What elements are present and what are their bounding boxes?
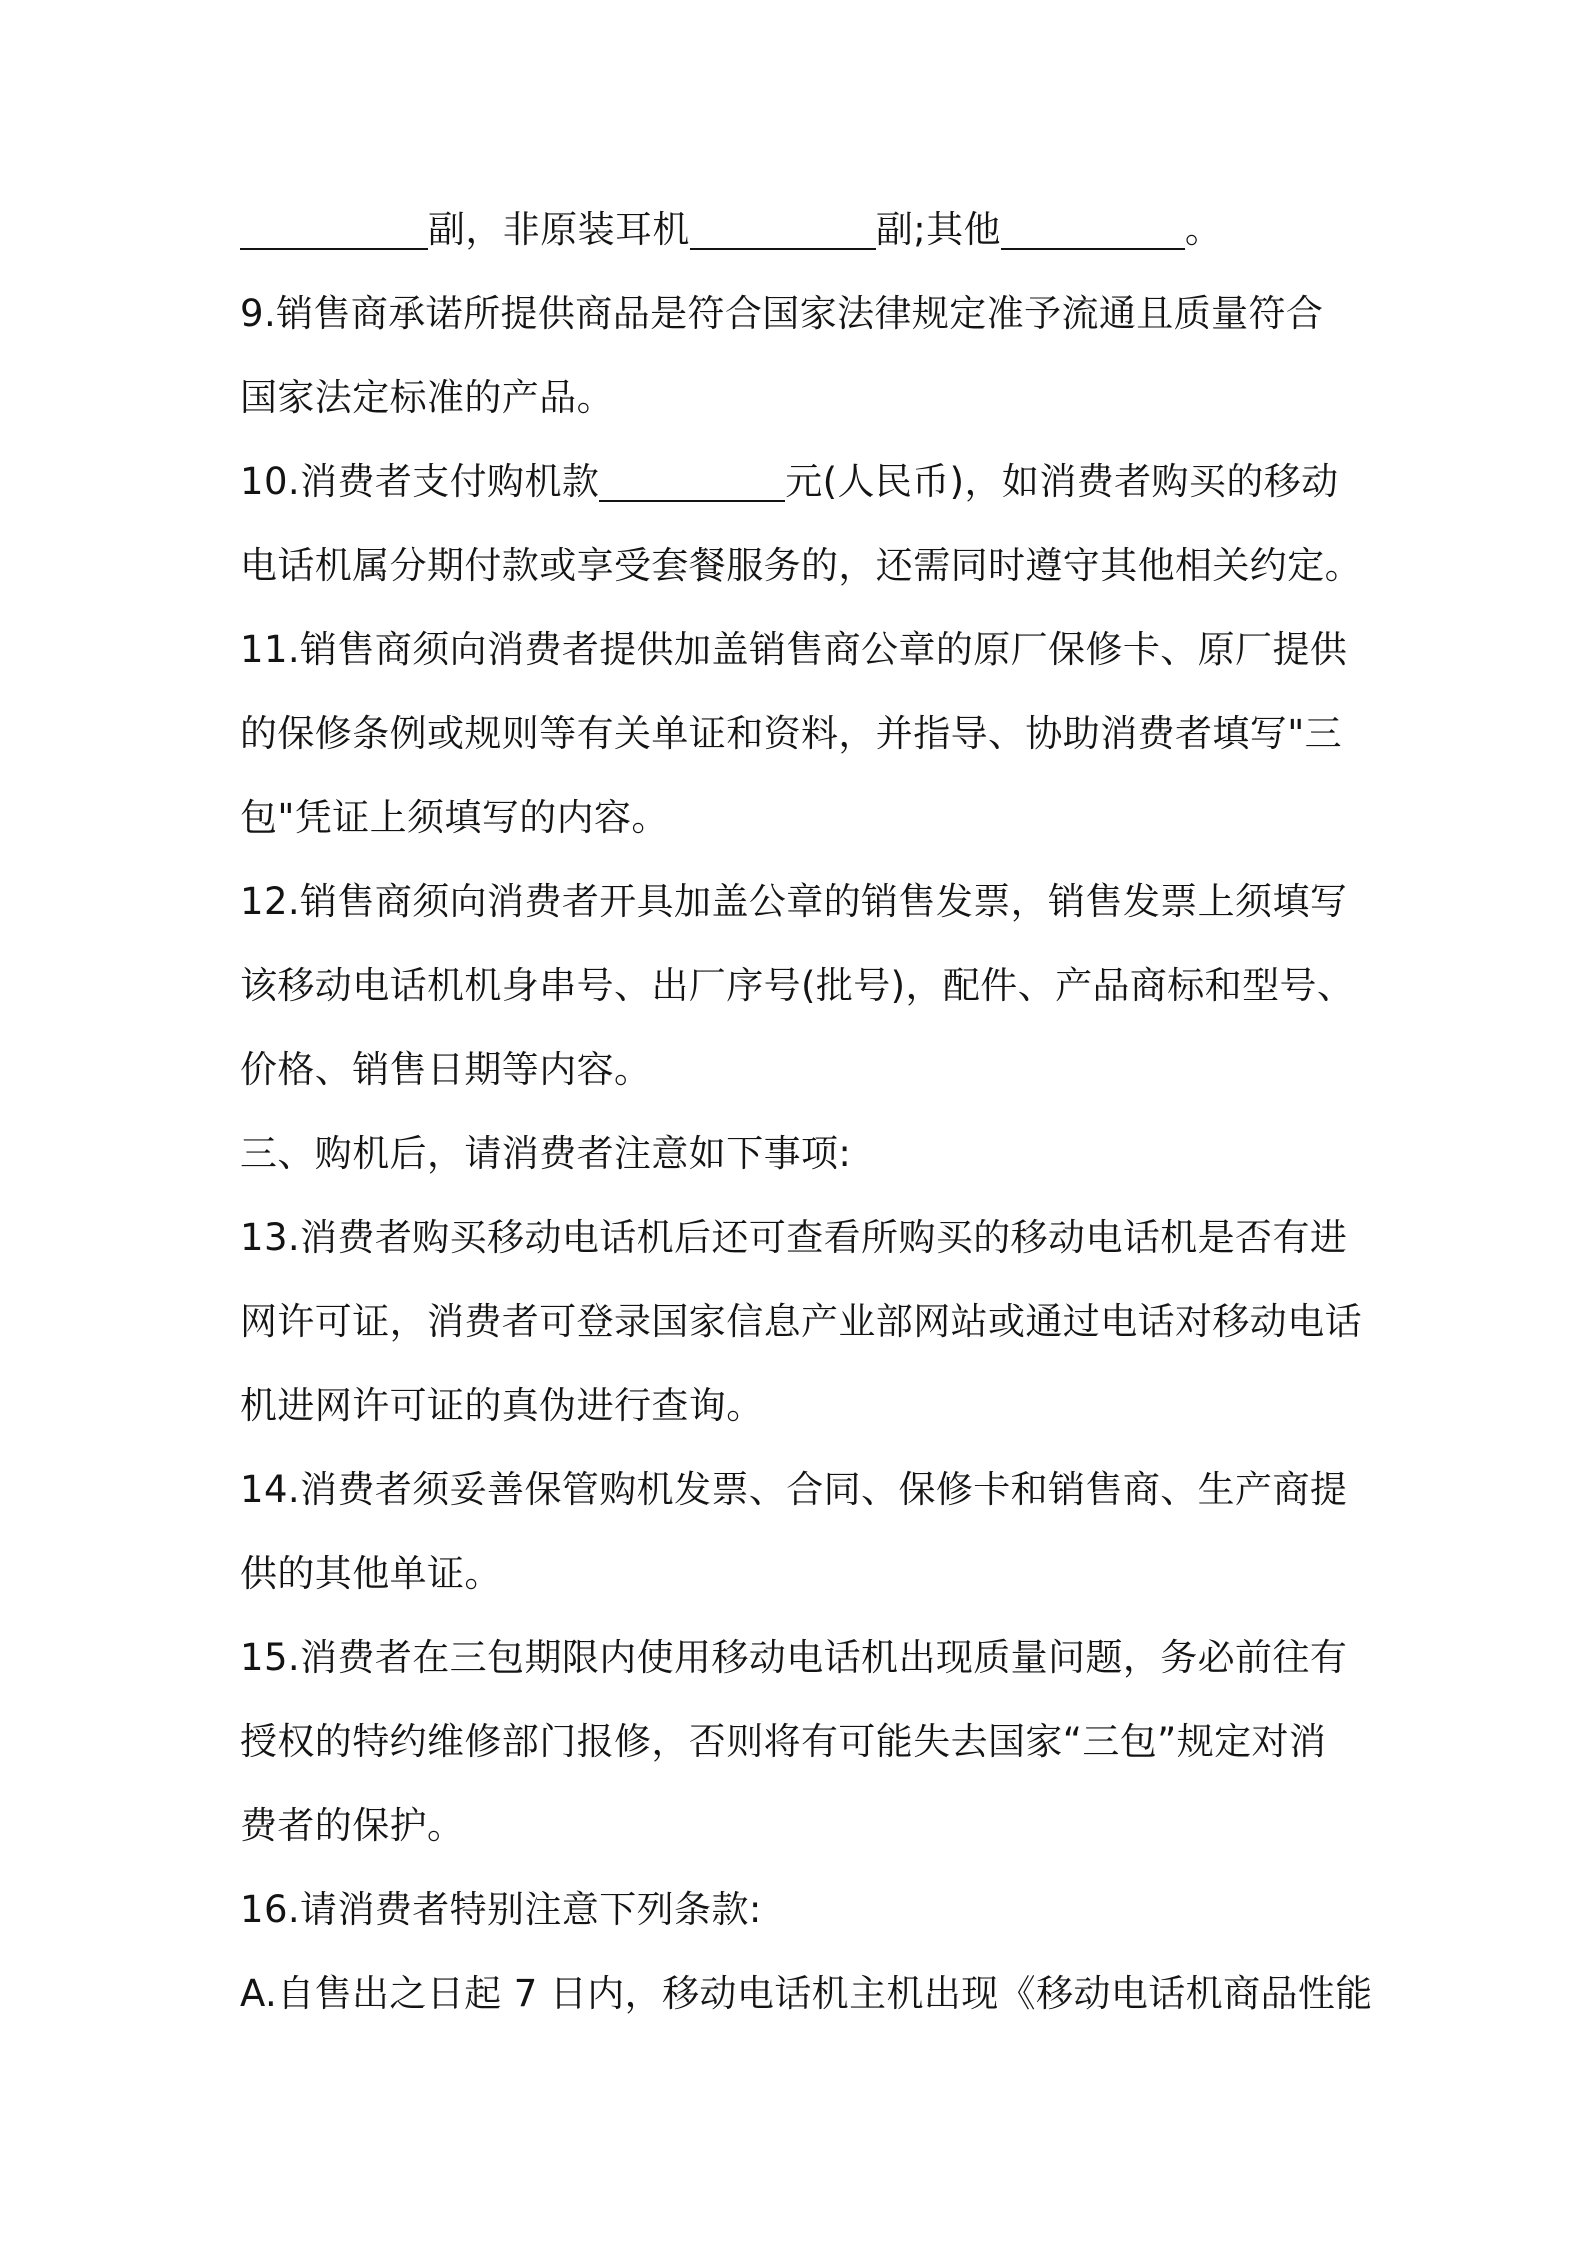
clause-10-text-1: 10.消费者支付购机款	[240, 460, 600, 503]
clause-12-line-2: 该移动电话机机身串号、出厂序号(批号)，配件、产品商标和型号、	[240, 964, 1355, 1007]
accessory-text-2: 副;其他	[875, 208, 1001, 251]
clause-16a-line-1: A.自售出之日起 7 日内，移动电话机主机出现《移动电话机商品性能	[240, 1972, 1373, 2015]
clause-15-line-2: 授权的特约维修部门报修，否则将有可能失去国家“三包”规定对消	[240, 1720, 1327, 1763]
accessory-text-3: 。	[1184, 208, 1223, 251]
clause-11-line-3: 包"凭证上须填写的内容。	[240, 796, 669, 839]
accessory-quantity-line	[240, 198, 1350, 282]
clause-16-line-1: 16.请消费者特别注意下列条款:	[240, 1888, 762, 1931]
clause-15-line-3: 费者的保护。	[240, 1804, 465, 1847]
other-accessory-blank	[1001, 208, 1185, 250]
clause-15-line-1: 15.消费者在三包期限内使用移动电话机出现质量问题，务必前往有	[240, 1636, 1348, 1679]
clause-10-line-2: 电话机属分期付款或享受套餐服务的，还需同时遵守其他相关约定。	[240, 544, 1362, 587]
clause-9-line-2: 国家法定标准的产品。	[240, 376, 614, 419]
clause-13-line-3: 机进网许可证的真伪进行查询。	[240, 1384, 764, 1427]
original-earphone-quantity-blank	[240, 208, 428, 250]
clause-10-text-2: 元(人民币)，如消费者购买的移动	[785, 460, 1339, 503]
clause-14-line-1: 14.消费者须妥善保管购机发票、合同、保修卡和销售商、生产商提	[240, 1468, 1348, 1511]
clause-10-line-1	[240, 450, 1350, 534]
clause-9-line-1: 9.销售商承诺所提供商品是符合国家法律规定准予流通且质量符合	[240, 292, 1324, 335]
clause-14-line-2: 供的其他单证。	[240, 1552, 502, 1595]
clause-13-line-1: 13.消费者购买移动电话机后还可查看所购买的移动电话机是否有进	[240, 1216, 1348, 1259]
clause-12-line-3: 价格、销售日期等内容。	[240, 1048, 652, 1091]
clause-11-line-2: 的保修条例或规则等有关单证和资料，并指导、协助消费者填写"三	[240, 712, 1343, 755]
non-original-earphone-quantity-blank	[690, 208, 876, 250]
clause-13-line-2: 网许可证，消费者可登录国家信息产业部网站或通过电话对移动电话	[240, 1300, 1362, 1343]
accessory-text-1: 副，非原装耳机	[428, 208, 690, 251]
section-3-heading: 三、购机后，请消费者注意如下事项:	[240, 1132, 852, 1175]
clause-12-line-1: 12.销售商须向消费者开具加盖公章的销售发票，销售发票上须填写	[240, 880, 1348, 923]
document-body	[240, 198, 1373, 2046]
clause-11-line-1: 11.销售商须向消费者提供加盖销售商公章的原厂保修卡、原厂提供	[240, 628, 1348, 671]
payment-amount-blank	[599, 460, 785, 502]
